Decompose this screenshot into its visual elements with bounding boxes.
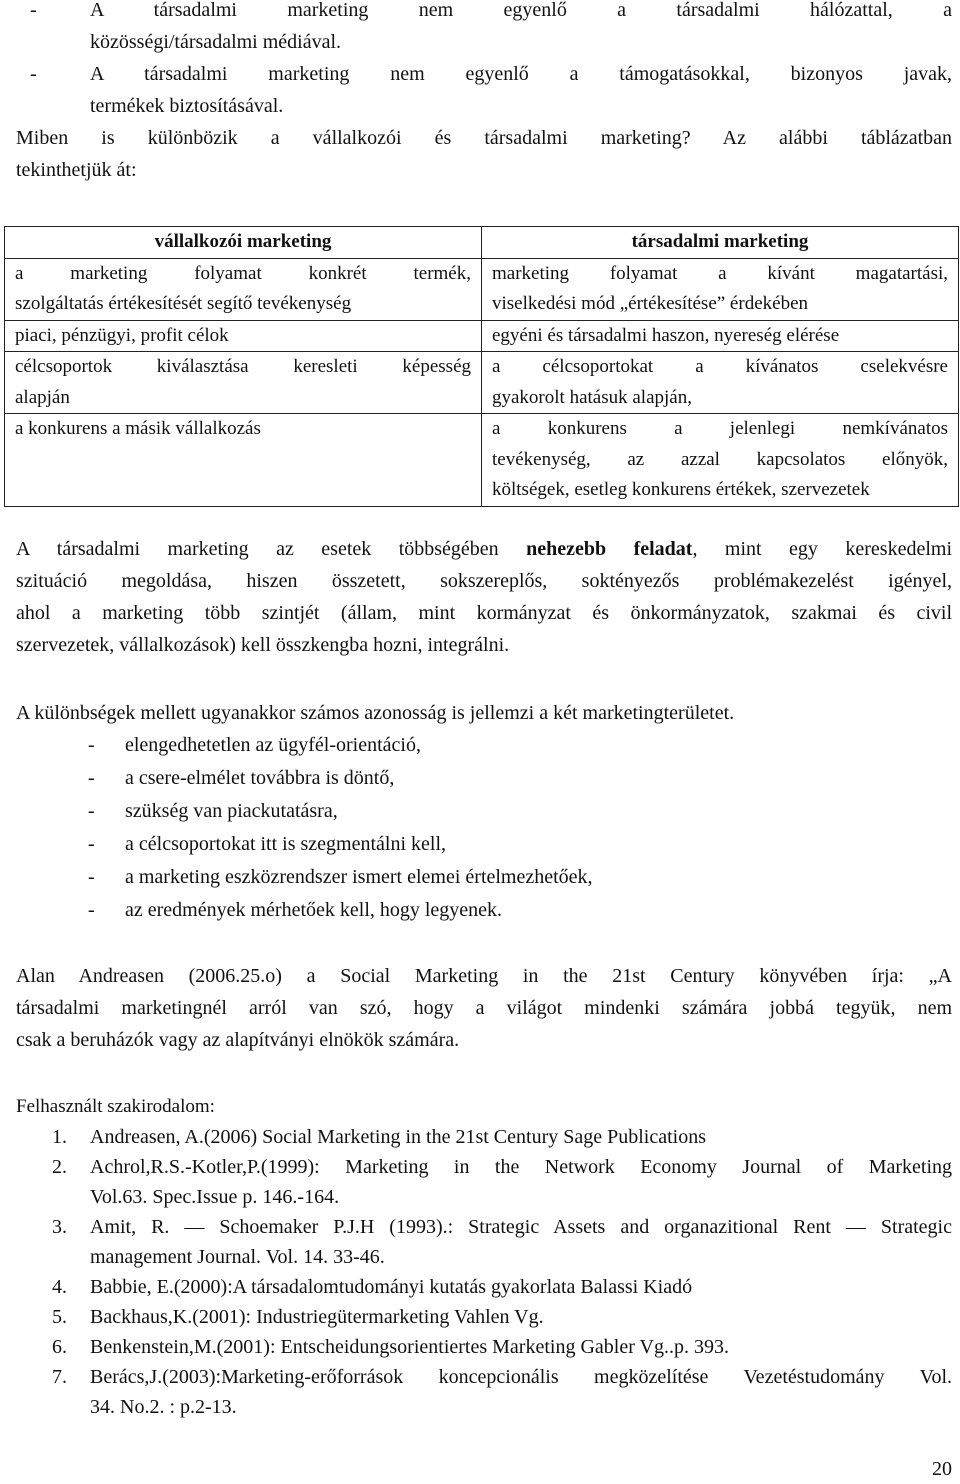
table-row [5,352,959,414]
list-item-text: a célcsoportokat itt is szegmentálni kell, [125,833,447,855]
top-bullet-list [30,0,952,122]
reference-line: Vol.63. Spec.Issue p. 146.-164. [90,1186,340,1208]
bullet-dash: - [88,767,95,789]
cell-line: a konkurens a jelenlegi nemkívánatos [492,418,948,439]
paragraph-line: A különbségek mellett ugyanakkor számos azonosság is jellemzi a két marketingterületet. [16,702,735,724]
list-item [16,861,952,894]
list-item-text: az eredmények mérhetőek kell, hogy legyenek. [125,899,503,921]
reference-number: 4. [52,1276,67,1298]
bullet-dash: - [88,800,95,822]
bold-text: nehezebb feladat [526,538,693,560]
reference-number: 3. [52,1216,67,1238]
list-item [16,795,952,828]
list-item [16,762,952,795]
list-item-text: a csere-elmélet továbbra is döntő, [125,767,395,789]
reference-number: 1. [52,1126,67,1148]
cell-line: viselkedési mód „értékesítése” érdekében [492,293,808,314]
comparison-table [4,226,959,507]
cell-line: a célcsoportokat a kívánatos cselekvésre [492,356,948,377]
list-item-line: termékek biztosításával. [90,95,284,117]
cell-line: szolgáltatás értékesítését segítő tevékenység [15,293,352,314]
reference-item [16,1302,952,1332]
similarities-list [16,729,952,927]
reference-item [16,1362,952,1422]
table-header-row [5,227,959,259]
table-cell [5,414,482,507]
column-header: társadalmi marketing [482,227,959,259]
cell-line: a konkurens a másik vállalkozás [15,418,261,439]
references-heading: Felhasznált szakirodalom: [16,1096,215,1117]
bullet-dash: - [88,866,95,888]
reference-number: 6. [52,1336,67,1358]
reference-number: 5. [52,1306,67,1328]
list-item [16,894,952,927]
reference-item [16,1212,952,1272]
cell-line: marketing folyamat a kívánt magatartási, [492,262,948,284]
table-cell [482,320,959,352]
bullet-dash: - [88,833,95,855]
reference-line: Backhaus,K.(2001): Industriegütermarketing Vahlen Vg. [90,1306,544,1328]
similarities-intro [16,697,952,729]
list-item [16,729,952,762]
text-span: , mint egy kereskedelmi [692,538,953,560]
cell-line: a marketing folyamat konkrét termék, [15,262,471,284]
table-cell [482,352,959,414]
bullet-dash: - [88,734,95,756]
reference-item [16,1332,952,1362]
paragraph-line: Alan Andreasen (2006.25.o) a Social Marketing in the 21st Century könyvében írja: „A [16,965,952,987]
bullet-dash: - [30,63,37,85]
paragraph-line: ahol a marketing több szintjét (állam, mint kormányzat és önkormányzatok, szakmai és civil [16,602,952,624]
list-item-line: A társadalmi marketing nem egyenlő a társadalmi hálózattal, a [90,0,952,21]
paragraph-line: csak a beruházók vagy az alapítványi elnökök számára. [16,1029,460,1051]
reference-line: Babbie, E.(2000):A társadalomtudományi kutatás gyakorlata Balassi Kiadó [90,1276,693,1298]
bullet-dash: - [88,899,95,921]
reference-number: 7. [52,1366,67,1388]
reference-line: Berács,J.(2003):Marketing-erőforrások koncepcionális megközelítése Vezetéstudomány Vol. [90,1366,952,1388]
list-item-text: elengedhetetlen az ügyfél-orientáció, [125,734,421,756]
list-item-line: A társadalmi marketing nem egyenlő a támogatásokkal, bizonyos javak, [90,63,952,85]
cell-line: egyéni és társadalmi haszon, nyereség elérése [492,324,840,346]
table-cell [5,320,482,352]
table-cell [482,258,959,320]
table-row [5,414,959,507]
paragraph-line: tekinthetjük át: [16,159,137,181]
reference-item [16,1152,952,1212]
cell-line: alapján [15,386,70,408]
table-cell [5,258,482,320]
reference-line: management Journal. Vol. 14. 33-46. [90,1246,385,1268]
table-row [5,320,959,352]
table-cell [482,414,959,507]
reference-line: Achrol,R.S.-Kotler,P.(1999): Marketing in the Network Economy Journal of Marketing [90,1156,952,1178]
cell-line: piaci, pénzügyi, profit célok [15,324,229,346]
table-cell [5,352,482,414]
list-item [16,828,952,861]
column-header: vállalkozói marketing [5,227,482,259]
table-row [5,258,959,320]
reference-number: 2. [52,1156,67,1178]
text-span: A társadalmi marketing az esetek többségében [16,538,527,560]
paragraph-line: társadalmi marketingnél arról van szó, hogy a világot mindenki számára jobbá tegyük, nem [16,997,952,1019]
list-item [30,0,952,58]
paragraph-line: szituáció megoldása, hiszen összetett, sokszereplős, soktényezős problémakezelést igényel, [16,570,952,592]
quote-paragraph [16,960,952,1056]
question-paragraph [16,122,952,186]
paragraph-line: Miben is különbözik a vállalkozói és társadalmi marketing? Az alábbi táblázatban [16,127,952,149]
reference-line: Amit, R. — Schoemaker P.J.H (1993).: Strategic Assets and organazitional Rent — Strategic [90,1216,952,1238]
cell-line: gyakorolt hatásuk alapján, [492,386,692,408]
page-number: 20 [932,1458,952,1480]
reference-line: Andreasen, A.(2006) Social Marketing in the 21st Century Sage Publications [90,1126,707,1148]
cell-line: célcsoportok kiválasztása keresleti képesség [15,356,471,377]
list-item-text: a marketing eszközrendszer ismert elemei értelmezhetőek, [125,866,593,888]
paragraph-line: szervezetek, vállalkozások) kell összkengba hozni, integrálni. [16,634,510,656]
list-item-text: szükség van piackutatásra, [125,800,338,822]
reference-item [16,1272,952,1302]
cell-line: költségek, esetleg konkurens értékek, szervezetek [492,479,870,500]
paragraph-line [16,533,952,565]
difficulty-paragraph [16,533,952,661]
bullet-dash: - [30,0,37,21]
reference-line: Benkenstein,M.(2001): Entscheidungsorientiertes Marketing Gabler Vg..p. 393. [90,1336,729,1358]
cell-line: tevékenység, az azzal kapcsolatos előnyök, [492,448,948,470]
list-item-line: közösségi/társadalmi médiával. [90,31,342,53]
reference-line: 34. No.2. : p.2-13. [90,1396,237,1418]
list-item [30,58,952,122]
reference-item [16,1122,952,1152]
references-section [16,1092,952,1422]
